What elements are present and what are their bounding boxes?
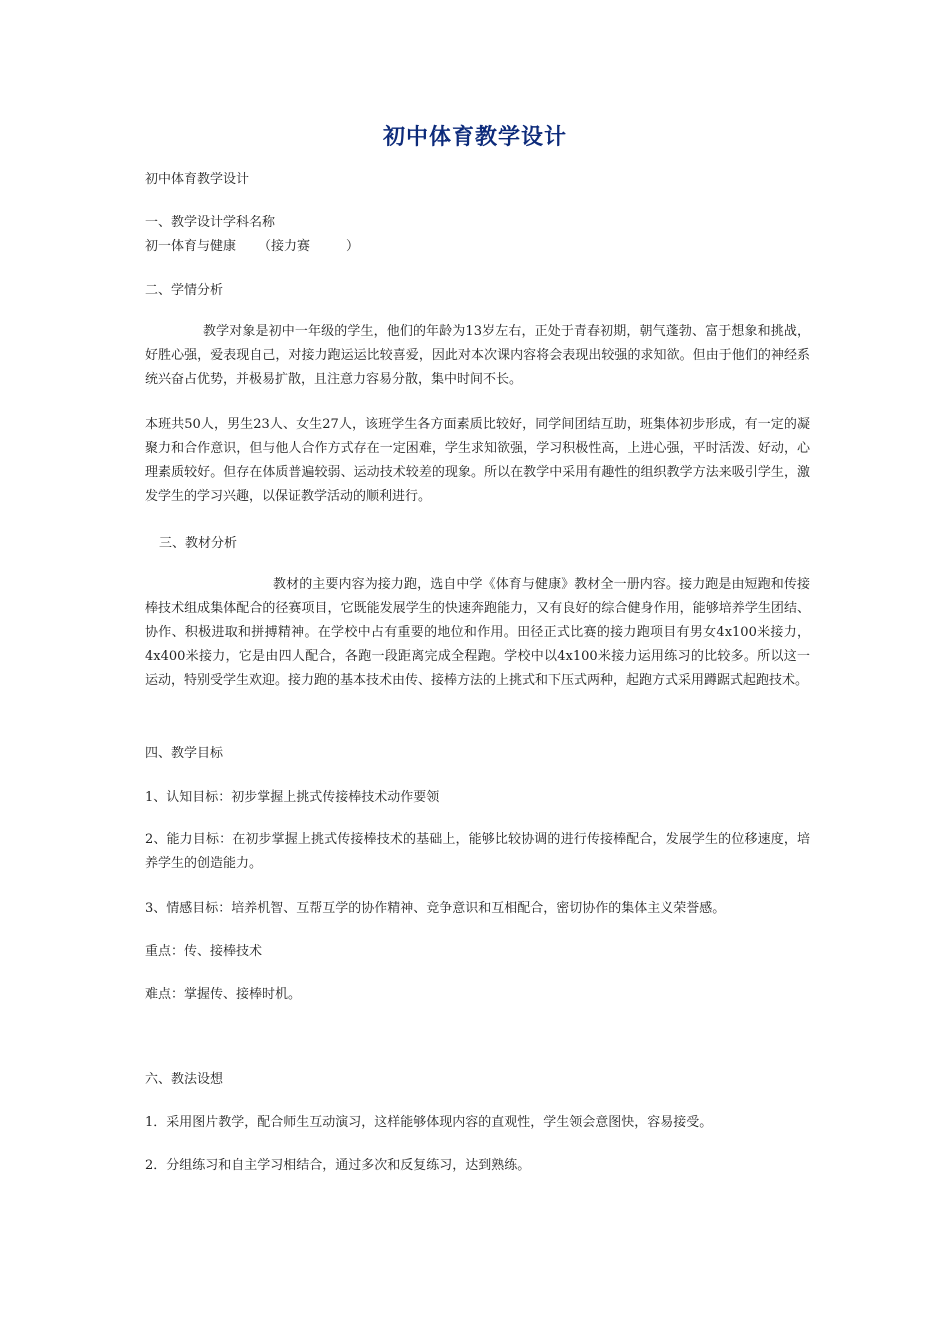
goal-ability: 2、能力目标：在初步掌握上挑式传接棒技术的基础上，能够比较协调的进行传接棒配合，发展学生的位移速度，培养学生的创造能力。 xyxy=(145,832,810,871)
subject-topic: （接力赛 xyxy=(258,239,311,254)
method-item-2: 2．分组练习和自主学习相结合，通过多次和反复练习，达到熟练。 xyxy=(145,1158,531,1173)
subject-topic-close: ） xyxy=(346,239,360,254)
section-4-heading: 四、教学目标 xyxy=(145,746,224,761)
section-1-subject-line xyxy=(145,233,810,260)
key-point: 重点：传、接棒技术 xyxy=(145,944,263,959)
section-2-paragraph-1: 教学对象是初中一年级的学生，他们的年龄为13岁左右，正处于青春初期，朝气蓬勃、富于想象和挑战，好胜心强，爱表现自己，对接力跑运运比较喜爱，因此对本次课内容将会表现出较强的求知欲。但由于他们的神经系统兴奋占优势，并极易扩散，且注意力容易分散，集中时间不长。 xyxy=(145,324,810,387)
document-subtitle: 初中体育教学设计 xyxy=(145,172,250,187)
section-2-heading: 二、学情分析 xyxy=(145,283,224,298)
difficult-point: 难点：掌握传、接棒时机。 xyxy=(145,987,302,1002)
section-3-heading: 三、教材分析 xyxy=(159,536,238,551)
section-3-paragraph-1: 教材的主要内容为接力跑，选自中学《体育与健康》教材全一册内容。接力跑是由短跑和传接棒技术组成集体配合的径赛项目，它既能发展学生的快速奔跑能力，又有良好的综合健身作用，能够培养学生团结、协作、积极进取和拼搏精神。在学校中占有重要的地位和作用。田径正式比赛的接力跑项目有男女4x100米接力，4x400米接力，它是由四人配合，各跑一段距离完成全程跑。学校中以4x100米接力运用练习的比较多。所以这一运动，特别受学生欢迎。接力跑的基本技术由传、接棒方法的上挑式和下压式两种，起跑方式采用蹲踞式起跑技术。 xyxy=(145,577,810,688)
section-1-heading: 一、教学设计学科名称 xyxy=(145,215,276,230)
document-title: 初中体育教学设计 xyxy=(382,125,567,150)
goal-cognitive: 1、认知目标：初步掌握上挑式传接棒技术动作要领 xyxy=(145,790,440,805)
section-2-paragraph-2: 本班共50人，男生23人、女生27人，该班学生各方面素质比较好，同学间团结互助，班集体初步形成，有一定的凝聚力和合作意识，但与他人合作方式存在一定困难，学生求知欲强，学习积极性高，上进心强，平时活泼、好动，心理素质较好。但存在体质普遍较弱、运动技术较差的现象。所以在教学中采用有趣性的组织教学方法来吸引学生，激发学生的学习兴趣，以保证教学活动的顺利进行。 xyxy=(145,417,810,504)
section-6-heading: 六、教法设想 xyxy=(145,1072,224,1087)
goal-emotional: 3、情感目标：培养机智、互帮互学的协作精神、竞争意识和互相配合，密切协作的集体主义荣誉感。 xyxy=(145,901,726,916)
method-item-1: 1．采用图片教学，配合师生互动演习，这样能够体现内容的直观性，学生领会意图快，容易接受。 xyxy=(145,1115,713,1130)
subject-name: 初一体育与健康 xyxy=(145,239,237,254)
